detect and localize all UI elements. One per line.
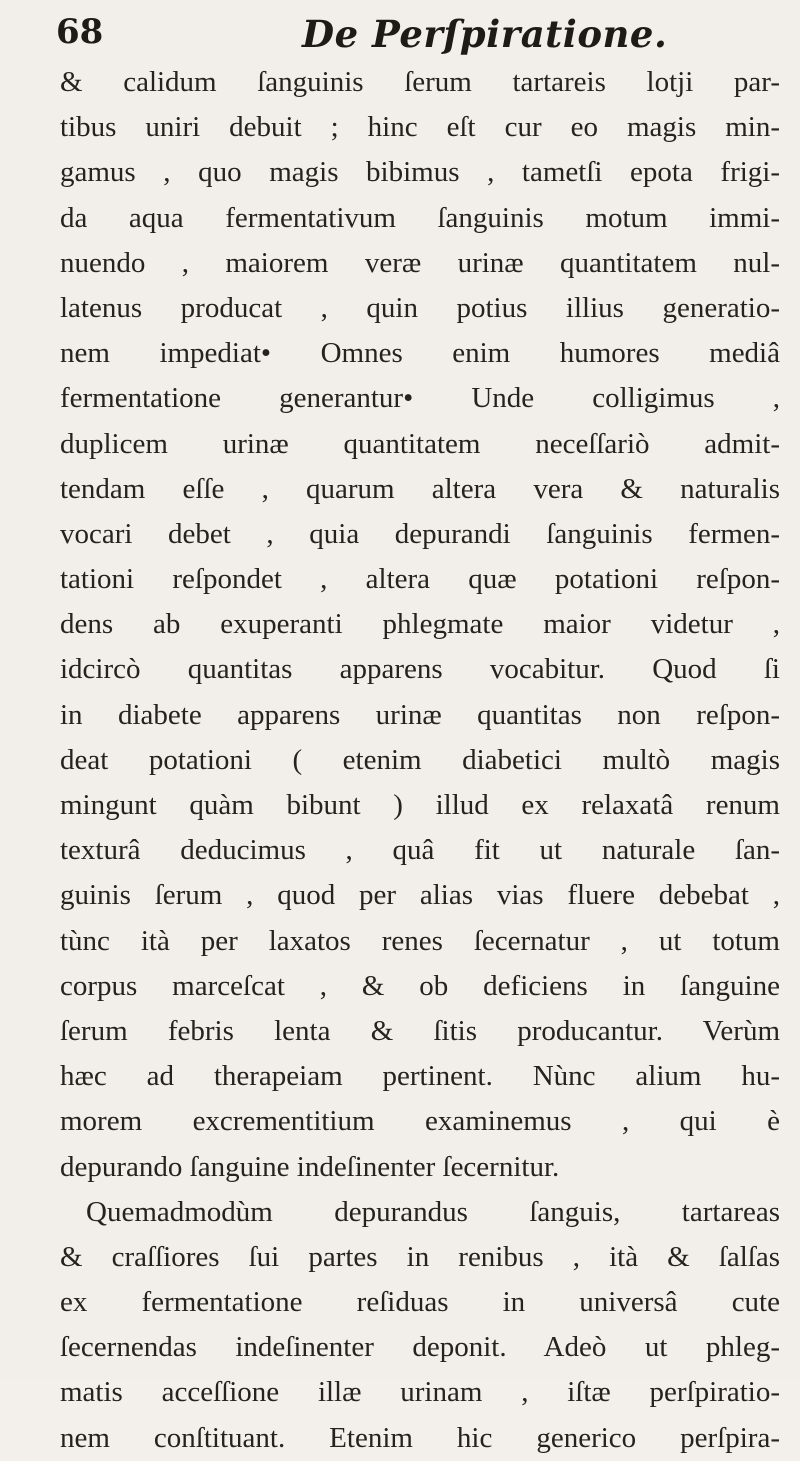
text-line: matis acceſſione illæ urinam , iſtæ perſpiratio- (60, 1376, 780, 1409)
body-text (60, 60, 780, 1461)
text-line: tibus uniri debuit ; hinc eſt cur eo magis min- (60, 111, 780, 144)
text-line: in diabete apparens urinæ quantitas non reſpon- (60, 698, 780, 731)
text-line: gamus , quo magis bibimus , tametſi epota frigi- (60, 156, 780, 189)
text-line: & calidum ſanguinis ſerum tartareis lotji par- (60, 66, 780, 98)
text-line: dens ab exuperanti phlegmate maior videtur , (60, 608, 780, 641)
text-line: vocari debet , quia depurandi ſanguinis fermen- (60, 517, 780, 550)
text-line: corpus marceſcat , & ob deficiens in ſanguine (60, 969, 780, 1002)
text-line: tationi reſpondet , altera quæ potationi reſpon- (60, 563, 780, 596)
text-line: ſerum febris lenta & ſitis producantur. Verùm (60, 1014, 780, 1047)
text-line: ſecernendas indeſinenter deponit. Adeò ut phleg- (60, 1331, 780, 1364)
text-line: latenus producat , quin potius illius generatio- (60, 291, 780, 324)
text-line: fermentatione generantur• Unde colligimus , (60, 382, 780, 415)
text-line: mingunt quàm bibunt ) illud ex relaxatâ renum (60, 789, 780, 821)
text-line: guinis ſerum , quod per alias vias fluere debebat , (60, 879, 780, 912)
text-line: depurando ſanguine indeſinenter ſecernitur. (60, 1150, 560, 1183)
text-line: morem excrementitium examinemus , qui è (60, 1105, 780, 1138)
text-line: tendam eſſe , quarum altera vera & naturalis (60, 472, 780, 505)
text-line: tùnc ità per laxatos renes ſecernatur , ut totum (60, 924, 780, 957)
text-line: idcircò quantitas apparens vocabitur. Quod ſi (60, 653, 780, 686)
text-line: nem impediat• Omnes enim humores mediâ (60, 337, 780, 370)
text-line: nem conſtituant. Etenim hic generico perſpira- (60, 1421, 780, 1454)
text-line: deat potationi ( etenim diabetici multò magis (60, 743, 780, 776)
page-number: 68 (56, 12, 104, 52)
page-header (56, 4, 756, 64)
text-line: da aqua fermentativum ſanguinis motum immi- (60, 201, 780, 234)
text-line: texturâ deducimus , quâ fit ut naturale ſan- (60, 834, 780, 867)
text-line: ex fermentatione reſiduas in universâ cute (60, 1286, 780, 1319)
text-line: nuendo , maiorem veræ urinæ quantitatem nul- (60, 246, 780, 279)
text-line: duplicem urinæ quantitatem neceſſariò admit- (60, 427, 780, 460)
text-line: hæc ad therapeiam pertinent. Nùnc alium hu- (60, 1060, 780, 1093)
text-line: Quemadmodùm depurandus ſanguis, tartareas (86, 1195, 780, 1228)
text-line: & craſſiores ſui partes in renibus , ità & ſalſas (60, 1240, 780, 1273)
running-head: De Perſpiratione. (302, 12, 668, 56)
